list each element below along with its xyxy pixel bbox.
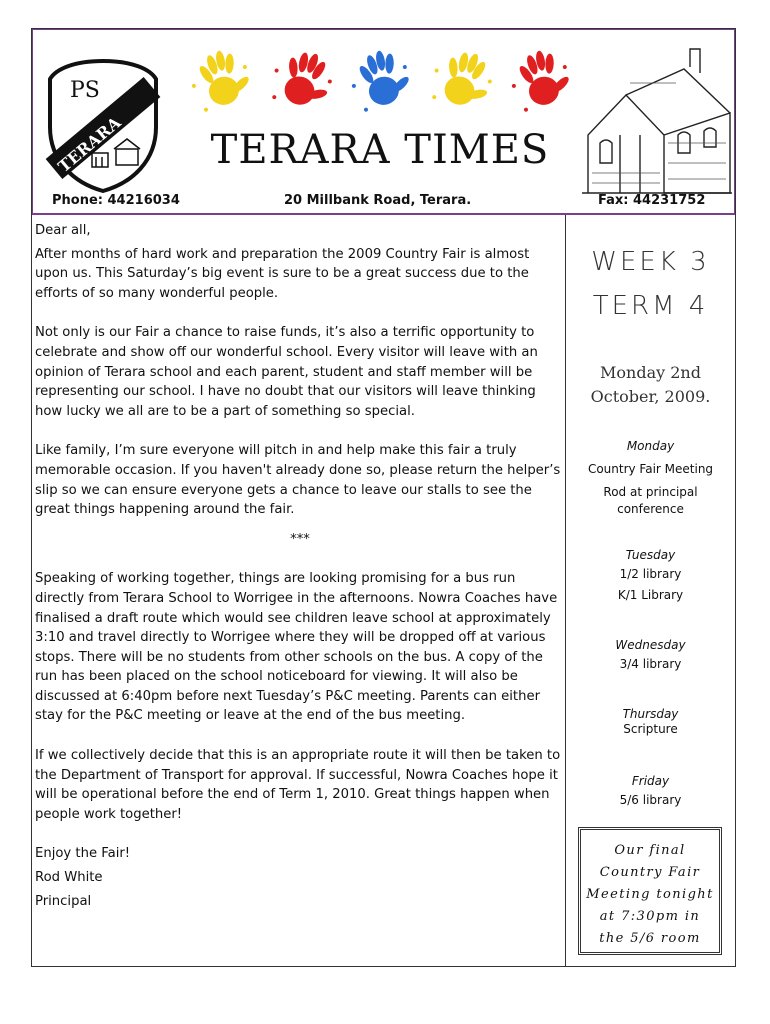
day-heading: Monday	[626, 439, 675, 453]
week-date: Monday 2nd October, 2009.	[590, 363, 711, 406]
signature-title: Principal	[35, 893, 92, 909]
handprint-icon	[266, 43, 339, 115]
handprint-icon	[426, 43, 499, 115]
day-event: 1/2 library	[619, 567, 682, 581]
handprints-graphic	[192, 39, 582, 119]
term-label: TERM 4	[592, 291, 709, 321]
contact-row	[32, 191, 735, 213]
week-label: WEEK 3	[591, 247, 710, 277]
school-crest-logo	[44, 57, 162, 195]
signature-name: Rod White	[35, 870, 103, 886]
crest-letters: PS	[70, 78, 100, 103]
letter-paragraph: After months of hard work and preparation the 2009 Country Fair is almost upon us. This Saturday’s big event is sure to be a great success due to the efforts of so many wonderful people.	[35, 246, 530, 301]
newsletter-page	[31, 28, 736, 967]
letter-paragraph: If we collectively decide that this is an appropriate route it will then be taken to the Department of Transport for approval. If successful, Nowra Coaches hope it will be operational before the end of Term 1, 2010. Great things happen when people work together!	[35, 748, 561, 822]
school-address: 20 Millbank Road, Terara.	[284, 193, 472, 208]
phone-number: Phone: 44216034	[52, 193, 180, 208]
handprint-icon	[505, 45, 576, 114]
crest-name: TERARA	[54, 112, 125, 177]
letter-paragraph: Not only is our Fair a chance to raise funds, it’s also a terrific opportunity to celebrate and show off our wonderful school. Every visitor will leave with an opinion of Terara school and each parent, student and staff member will be representing our school. I have no doubt that our visitors will leave thinking how lucky we all are to be a part of something so special.	[35, 325, 538, 419]
day-event: 3/4 library	[619, 657, 682, 671]
day-event: Rod at principal conference	[603, 485, 698, 516]
letter-paragraph: Like family, I’m sure everyone will pitch in and help make this fair a truly memorable occasion. If you haven't already done so, please return the helper’s slip so we can ensure everyone gets a chance to leave our stalls to see the great things happening around the fair.	[35, 443, 561, 518]
masthead	[32, 29, 735, 215]
day-heading: Thursday	[622, 707, 679, 721]
handprint-icon	[192, 45, 256, 114]
day-event: Country Fair Meeting	[587, 462, 714, 476]
section-separator: ***	[290, 531, 310, 547]
day-event: K/1 Library	[617, 588, 684, 602]
meeting-reminder-box: Our final Country Fair Meeting tonight at 7:30pm in the 5/6 room	[578, 827, 722, 955]
day-heading: Tuesday	[625, 548, 676, 562]
school-building-sketch	[580, 43, 732, 203]
day-heading: Friday	[631, 774, 670, 788]
day-event: Scripture	[623, 722, 678, 736]
newsletter-title: TERARA TIMES	[210, 127, 550, 173]
handprint-icon	[345, 45, 416, 114]
letter-paragraph: Speaking of working together, things are looking promising for a bus run directly from Terara School to Worrigee in the afternoons. Nowra Coaches have finalised a draft route which would see children leave school at approximately 3:10 and travel directly to Worrigee where they will be dropped off at various stops. There will be no students from other schools on the bus. A copy of the run has been placed on the school noticeboard for viewing. It will also be discussed at 6:40pm before next Tuesday’s P&C meeting. Parents can either stay for the P&C meeting or leave at the end of the bus meeting.	[35, 571, 558, 724]
fax-number: Fax: 44231752	[598, 193, 706, 208]
day-heading: Wednesday	[615, 638, 686, 652]
principal-letter	[32, 215, 565, 966]
letter-closing: Enjoy the Fair!	[35, 846, 131, 862]
week-sidebar	[565, 215, 735, 966]
letter-greeting: Dear all,	[35, 223, 91, 238]
day-event: 5/6 library	[619, 793, 682, 807]
